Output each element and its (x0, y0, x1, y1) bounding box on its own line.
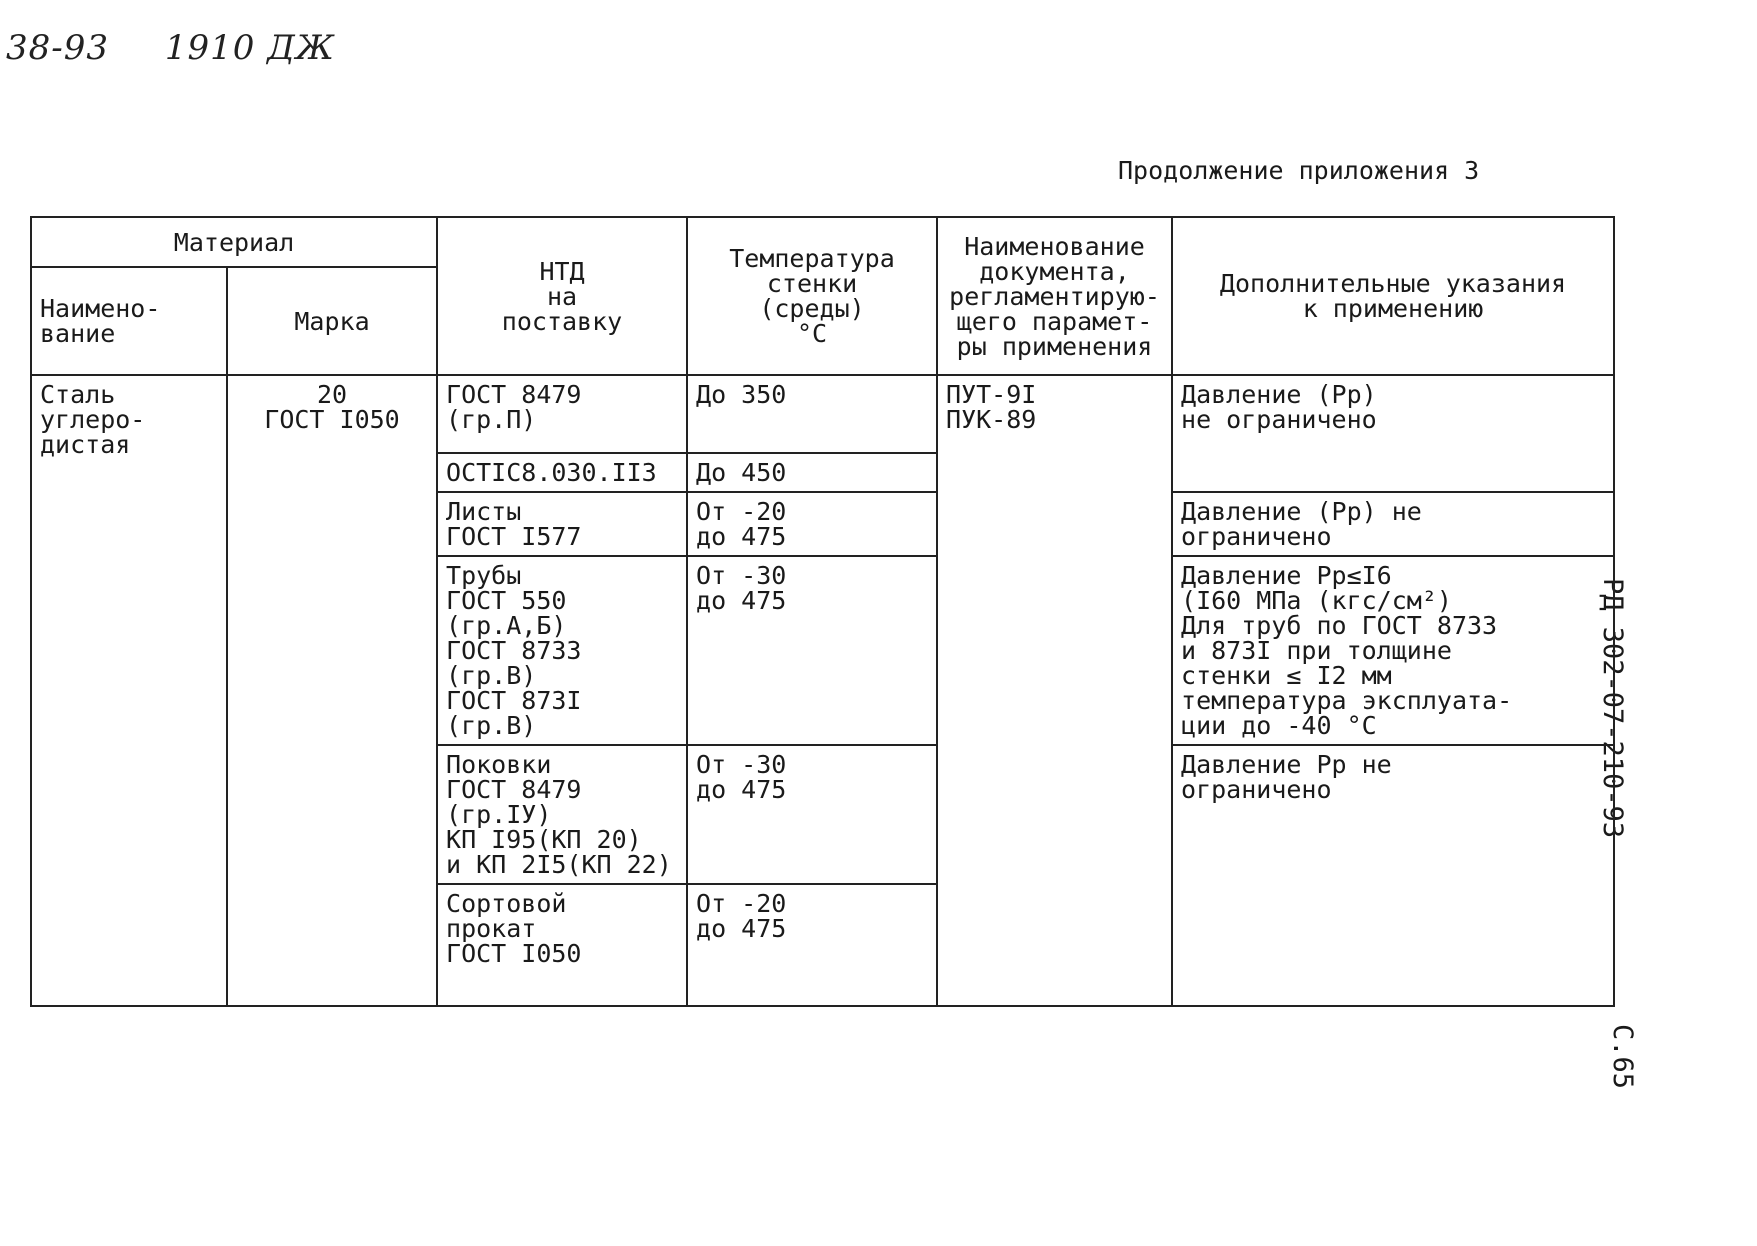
note-cell: Давление Рр не ограничено (1172, 745, 1614, 1006)
regulating-documents: ПУТ-9I ПУК-89 (937, 375, 1172, 1006)
handwritten-code: 38-93 (6, 28, 110, 68)
ntd-cell: Поковки ГОСТ 8479 (гр.IУ) КП I95(КП 20) и КП 2I5(КП 22) (437, 745, 687, 884)
document-code: РД 302-07-210-93 (1597, 578, 1628, 839)
header-extra-notes: Дополнительные указания к применению (1172, 217, 1614, 375)
temperature-cell: От -20 до 475 (687, 492, 937, 556)
ntd-cell: Листы ГОСТ I577 (437, 492, 687, 556)
ntd-cell: Трубы ГОСТ 550 (гр.А,Б) ГОСТ 8733 (гр.В) ГОСТ 873I (гр.В) (437, 556, 687, 745)
header-grade: Марка (227, 267, 437, 375)
material-name: Сталь углеро- дистая (31, 375, 227, 1006)
handwritten-date: 1910 ДЖ (164, 28, 336, 68)
header-document-name: Наименование документа, регламентирую- щего парамет- ры применения (937, 217, 1172, 375)
materials-table (30, 216, 1615, 1007)
temperature-cell: От -30 до 475 (687, 745, 937, 884)
temperature-cell: От -30 до 475 (687, 556, 937, 745)
note-cell: Давление Рр≤I6 (I60 МПа (кгс/см²) Для труб по ГОСТ 8733 и 873I при толщине стенки ≤ I2 мм температура эксплуата- ции до -40 °С (1172, 556, 1614, 745)
header-ntd: НТД на поставку (437, 217, 687, 375)
handwritten-note (6, 28, 379, 68)
temperature-cell: До 350 (687, 375, 937, 453)
ntd-cell: ГОСТ 8479 (гр.П) (437, 375, 687, 453)
note-cell: Давление (Рр) не ограничено (1172, 375, 1614, 492)
header-material: Материал (31, 217, 437, 267)
note-cell: Давление (Рр) не ограничено (1172, 492, 1614, 556)
page-number: С.65 (1607, 1024, 1638, 1090)
temperature-cell: До 450 (687, 453, 937, 492)
ntd-cell: Сортовой прокат ГОСТ I050 (437, 884, 687, 1006)
header-temperature: Температура стенки (среды) °С (687, 217, 937, 375)
material-grade: 20 ГОСТ I050 (227, 375, 437, 1006)
header-name: Наимено- вание (31, 267, 227, 375)
appendix-title: Продолжение приложения 3 (1118, 156, 1480, 185)
temperature-cell: От -20 до 475 (687, 884, 937, 1006)
ntd-cell: ОСТIС8.030.II3 (437, 453, 687, 492)
